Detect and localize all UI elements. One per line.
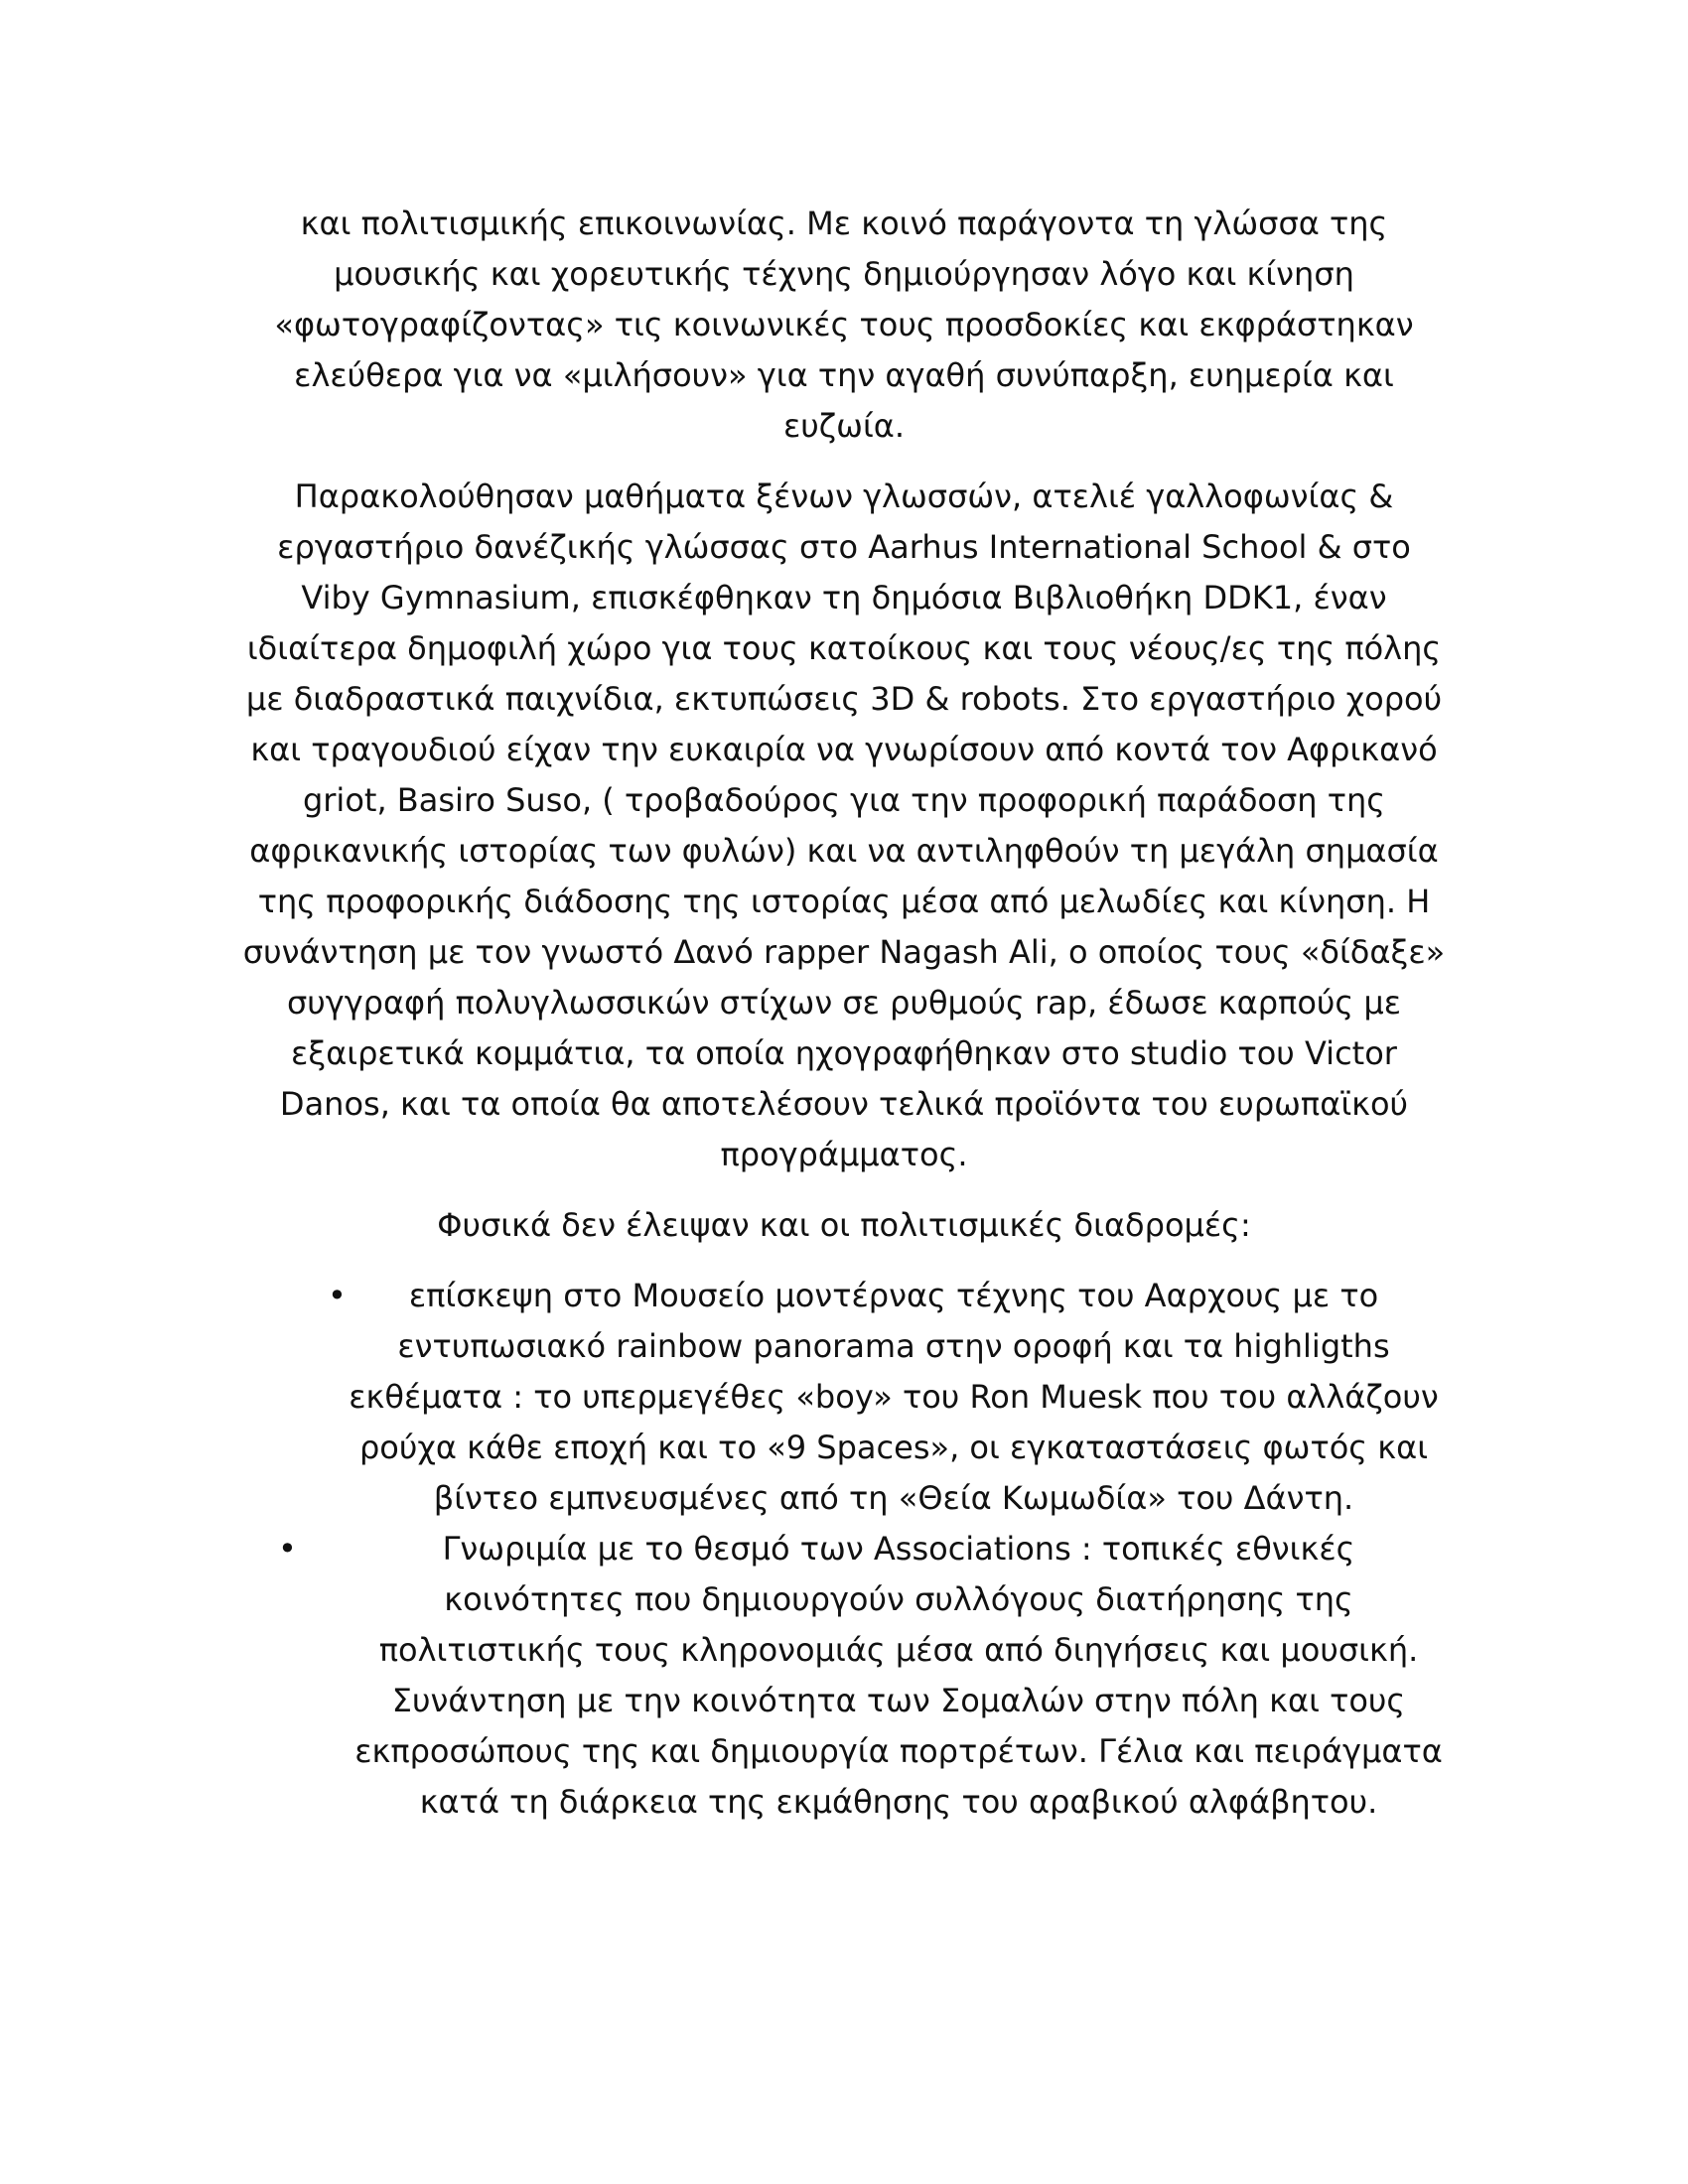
- bullet-icon: •: [328, 1277, 347, 1314]
- bullet-icon: •: [278, 1530, 297, 1568]
- bullet-list: [238, 1271, 1450, 1828]
- paragraph-activities: Παρακολούθησαν μαθήματα ξένων γλωσσών, ατελιέ γαλλοφωνίας & εργαστήριο δανέζικής γλώσσας στο Aarhus International School & στο Viby Gymnasium, επισκέφθηκαν τη δημόσια Βιβλιοθήκη DDK1, έναν ιδιαίτερα δημοφιλή χώρο για τους κατοίκους και τους νέους/ες της πόλης με διαδραστικά παιχνίδια, εκτυπώσεις 3D & robots. Στο εργαστήριο χορού και τραγουδιού είχαν την ευκαιρία να γνωρίσουν από κοντά τον Αφρικανό griot, Basiro Suso, ( τροβαδούρος για την προφορική παράδοση της αφρικανικής ιστορίας των φυλών) και να αντιληφθούν τη μεγάλη σημασία της προφορικής διάδοσης της ιστορίας μέσα από μελωδίες και κίνηση. Η συνάντηση με τον γνωστό Δανό rapper Nagash Ali, ο οποίος τους «δίδαξε» συγγραφή πολυγλωσσικών στίχων σε ρυθμούς rap, έδωσε καρπούς με εξαιρετικά κομμάτια, τα οποία ηχογραφήθηκαν στο studio του Victor Danos, και τα οποία θα αποτελέσουν τελικά προϊόντα του ευρωπαϊκού προγράμματος.: [242, 478, 1446, 1173]
- list-item: [278, 1524, 1450, 1828]
- list-item: [328, 1271, 1440, 1524]
- document-body: [238, 199, 1450, 1828]
- list-item-text: Γνωριμία με το θεσμό των Associations : τοπικές εθνικές κοινότητες που δημιουργούν συλλόγους διατήρησης της πολιτιστικής τους κληρονομιάς μέσα από διηγήσεις και μουσική. Συνάντηση με την κοινότητα των Σομαλών στην πόλη και τους εκπροσώπους της και δημιουργία πορτρέτων. Γέλια και πειράγματα κατά τη διάρκεια της εκμάθησης του αραβικού αλφάβητου.: [354, 1530, 1443, 1821]
- list-item-text: επίσκεψη στο Μουσείο μοντέρνας τέχνης του Ααρχους με το εντυπωσιακό rainbow panorama στην οροφή και τα highligths εκθέματα : το υπερμεγέθες «boy» του Ron Muesk που του αλλάζουν ρούχα κάθε εποχή και το «9 Spaces», οι εγκαταστάσεις φωτός και βίντεο εμπνευσμένες από τη «Θεία Κωμωδία» του Δάντη.: [349, 1277, 1439, 1517]
- paragraph-cultural-routes: Φυσικά δεν έλειψαν και οι πολιτισμικές διαδρομές:: [437, 1206, 1251, 1244]
- paragraph-communication: και πολιτισμικής επικοινωνίας. Με κοινό παράγοντα τη γλώσσα της μουσικής και χορευτικής τέχνης δημιούργησαν λόγο και κίνηση «φωτογραφίζοντας» τις κοινωνικές τους προσδοκίες και εκφράστηκαν ελεύθερα για να «μιλήσουν» για την αγαθή συνύπαρξη, ευημερία και ευζωία.: [274, 205, 1414, 445]
